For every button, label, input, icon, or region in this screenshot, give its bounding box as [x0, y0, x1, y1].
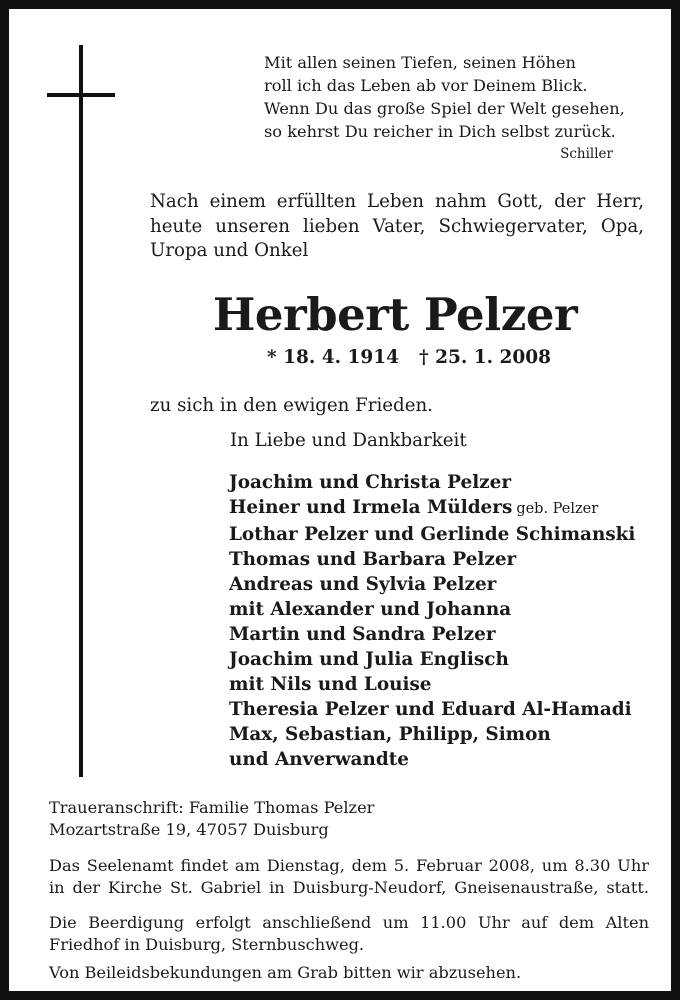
mourner-line: Theresia Pelzer und Eduard Al-Hamadi	[229, 699, 632, 720]
poem-line: so kehrst Du reicher in Dich selbst zurück.	[264, 122, 616, 141]
mourner-line: Thomas und Barbara Pelzer	[229, 549, 517, 570]
mourner-line: Joachim und Julia Englisch	[229, 649, 509, 670]
burial-line: Die Beerdigung erfolgt anschließend um 11.00 Uhr auf dem Alten	[49, 913, 649, 932]
peace-text: zu sich in den ewigen Frieden.	[150, 395, 433, 416]
mass-info	[49, 855, 649, 899]
mourner-line: Lothar Pelzer und Gerlinde Schimanski	[229, 524, 636, 545]
poem-line: Wenn Du das große Spiel der Welt gesehen,	[264, 99, 625, 118]
address-line: Mozartstraße 19, 47057 Duisburg	[49, 820, 329, 839]
intro-text	[150, 190, 644, 264]
cross-icon-bar	[47, 93, 115, 97]
condolence-note: Von Beileidsbekundungen am Grab bitten wir abzusehen.	[49, 963, 522, 982]
cross-icon	[79, 45, 83, 777]
mourners-list	[229, 470, 659, 772]
intro-line: Nach einem erfüllten Leben nahm Gott, der Herr,	[150, 191, 644, 212]
poem	[264, 51, 644, 143]
mourner-line: Martin und Sandra Pelzer	[229, 624, 496, 645]
poem-line: roll ich das Leben ab vor Deinem Blick.	[264, 76, 588, 95]
burial-info	[49, 912, 649, 956]
mourner-line: und Anverwandte	[229, 749, 409, 770]
address-line: Traueranschrift: Familie Thomas Pelzer	[49, 798, 375, 817]
mourner-line: mit Nils und Louise	[229, 674, 432, 695]
mourner-line: Andreas und Sylvia Pelzer	[229, 574, 497, 595]
mass-line: Das Seelenamt findet am Dienstag, dem 5. Februar 2008, um 8.30 Uhr	[49, 856, 649, 875]
death-date: † 25. 1. 2008	[419, 347, 551, 368]
mourner-note: geb. Pelzer	[516, 501, 599, 517]
burial-line: Friedhof in Duisburg, Sternbuschweg.	[49, 935, 365, 954]
mass-line: in der Kirche St. Gabriel in Duisburg-Neudorf, Gneisenaustraße, statt.	[49, 878, 649, 897]
mourner-name: Heiner und Irmela Mülders	[229, 497, 513, 518]
deceased-name: Herbert Pelzer	[212, 288, 578, 341]
intro-line: Uropa und Onkel	[150, 240, 309, 261]
love-text: In Liebe und Dankbarkeit	[230, 430, 467, 451]
birth-date: * 18. 4. 1914	[267, 347, 399, 368]
mourner-line: Joachim und Christa Pelzer	[229, 472, 512, 493]
mourner-line: mit Alexander und Johanna	[229, 599, 512, 620]
mourner-line: Max, Sebastian, Philipp, Simon	[229, 724, 551, 745]
poem-line: Mit allen seinen Tiefen, seinen Höhen	[264, 53, 576, 72]
mourner-line	[229, 495, 659, 522]
intro-line: heute unseren lieben Vater, Schwiegervater, Opa,	[150, 215, 644, 237]
poem-author: Schiller	[560, 146, 613, 162]
mourning-address	[49, 797, 649, 841]
